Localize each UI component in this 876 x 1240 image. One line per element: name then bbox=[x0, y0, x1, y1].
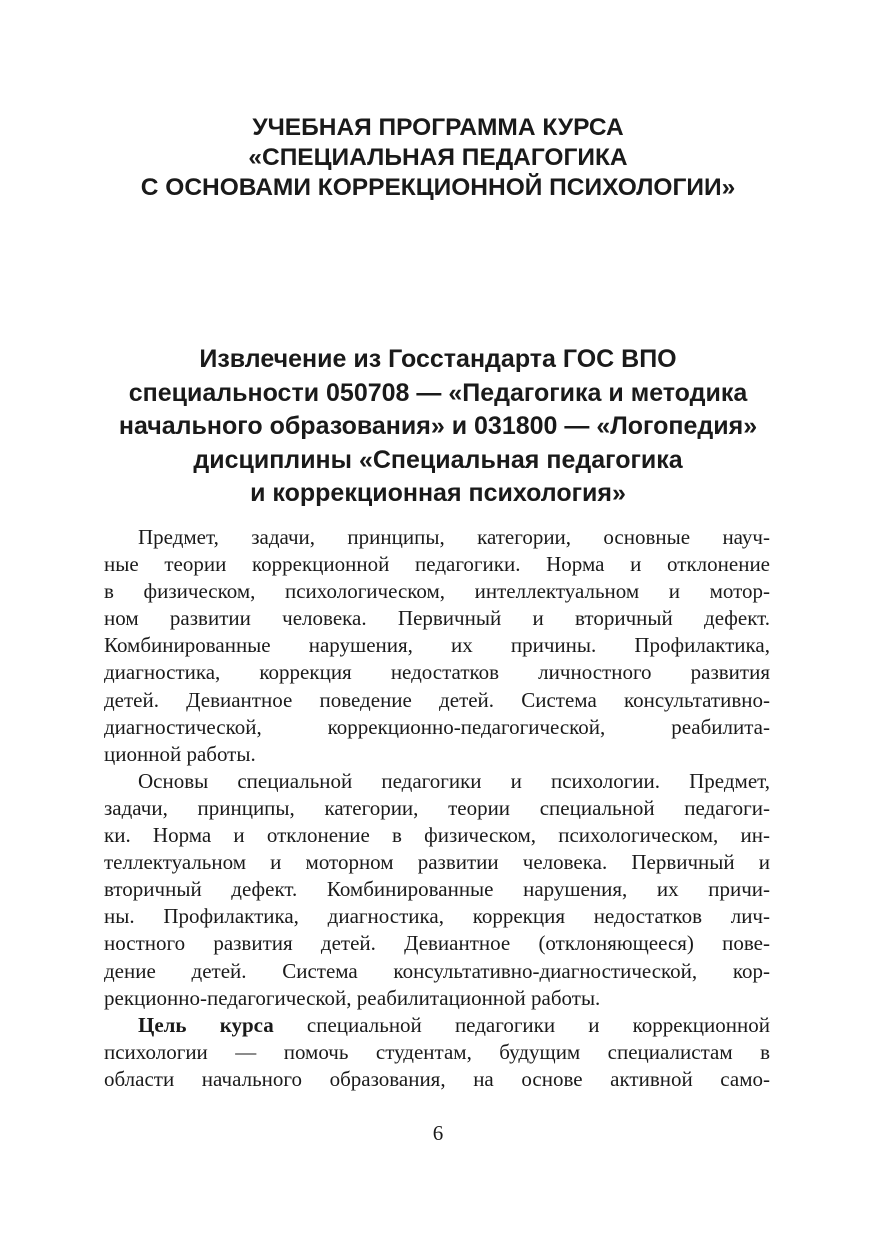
text-line: рекционно-педагогической, реабилитационной работы. bbox=[104, 985, 601, 1010]
subtitle-line-2: специальности 050708 — «Педагогика и методика bbox=[128, 378, 748, 407]
page-number: 6 bbox=[432, 1121, 444, 1145]
paragraph-3 bbox=[104, 1012, 770, 1093]
subtitle-line-3: начального образования» и 031800 — «Логопедия» bbox=[118, 412, 758, 440]
text-line: Комбинированные нарушения, их причины. Профилактика, bbox=[104, 633, 770, 658]
text-fragment: специальной педагогики и коррекционной bbox=[273, 1012, 770, 1037]
text-line: ностного развития детей. Девиантное (отклоняющееся) пове- bbox=[104, 931, 770, 956]
text-line: психологии — помочь студентам, будущим специалистам в bbox=[104, 1039, 770, 1064]
subtitle-line-5: и коррекционная психология» bbox=[250, 479, 626, 507]
text-line: вторичный дефект. Комбинированные нарушения, их причи- bbox=[104, 877, 770, 902]
page-title bbox=[0, 113, 876, 203]
text-line: дение детей. Система консультативно-диагностической, кор- bbox=[104, 958, 770, 983]
text-line: ном развитии человека. Первичный и вторичный дефект. bbox=[104, 606, 770, 631]
subtitle-line-4: дисциплины «Специальная педагогика bbox=[193, 445, 683, 474]
paragraph-2 bbox=[104, 768, 770, 1012]
text-line: ционной работы. bbox=[104, 741, 256, 766]
text-line: Предмет, задачи, принципы, категории, основные науч- bbox=[138, 525, 770, 549]
text-line bbox=[104, 1012, 770, 1039]
text-line: диагностической, коррекционно-педагогической, реабилита- bbox=[104, 714, 770, 739]
paragraph-1 bbox=[104, 524, 770, 768]
text-line: детей. Девиантное поведение детей. Система консультативно- bbox=[104, 687, 770, 712]
subtitle-line-1: Извлечение из Госстандарта ГОС ВПО bbox=[199, 345, 677, 373]
text-line: области начального образования, на основе активной само- bbox=[104, 1066, 770, 1091]
text-line: в физическом, психологическом, интеллектуальном и мотор- bbox=[104, 579, 770, 604]
text-line: ки. Норма и отклонение в физическом, психологическом, ин- bbox=[104, 823, 770, 848]
body-text bbox=[104, 524, 770, 1093]
title-line-3: С ОСНОВАМИ КОРРЕКЦИОННОЙ ПСИХОЛОГИИ» bbox=[140, 174, 736, 201]
section-heading bbox=[0, 343, 876, 511]
title-line-2: «СПЕЦИАЛЬНАЯ ПЕДАГОГИКА bbox=[248, 144, 628, 171]
text-line: ны. Профилактика, диагностика, коррекция недостатков лич- bbox=[104, 904, 770, 929]
text-line: ные теории коррекционной педагогики. Норма и отклонение bbox=[104, 552, 770, 577]
text-line: Основы специальной педагогики и психологии. Предмет, bbox=[138, 768, 770, 793]
course-goal-label: Цель курса bbox=[138, 1012, 274, 1037]
text-line: задачи, принципы, категории, теории специальной педагоги- bbox=[104, 795, 770, 820]
text-line: теллектуальном и моторном развитии человека. Первичный и bbox=[104, 850, 770, 875]
text-line: диагностика, коррекция недостатков личностного развития bbox=[104, 660, 770, 685]
title-line-1: УЧЕБНАЯ ПРОГРАММА КУРСА bbox=[252, 114, 624, 141]
